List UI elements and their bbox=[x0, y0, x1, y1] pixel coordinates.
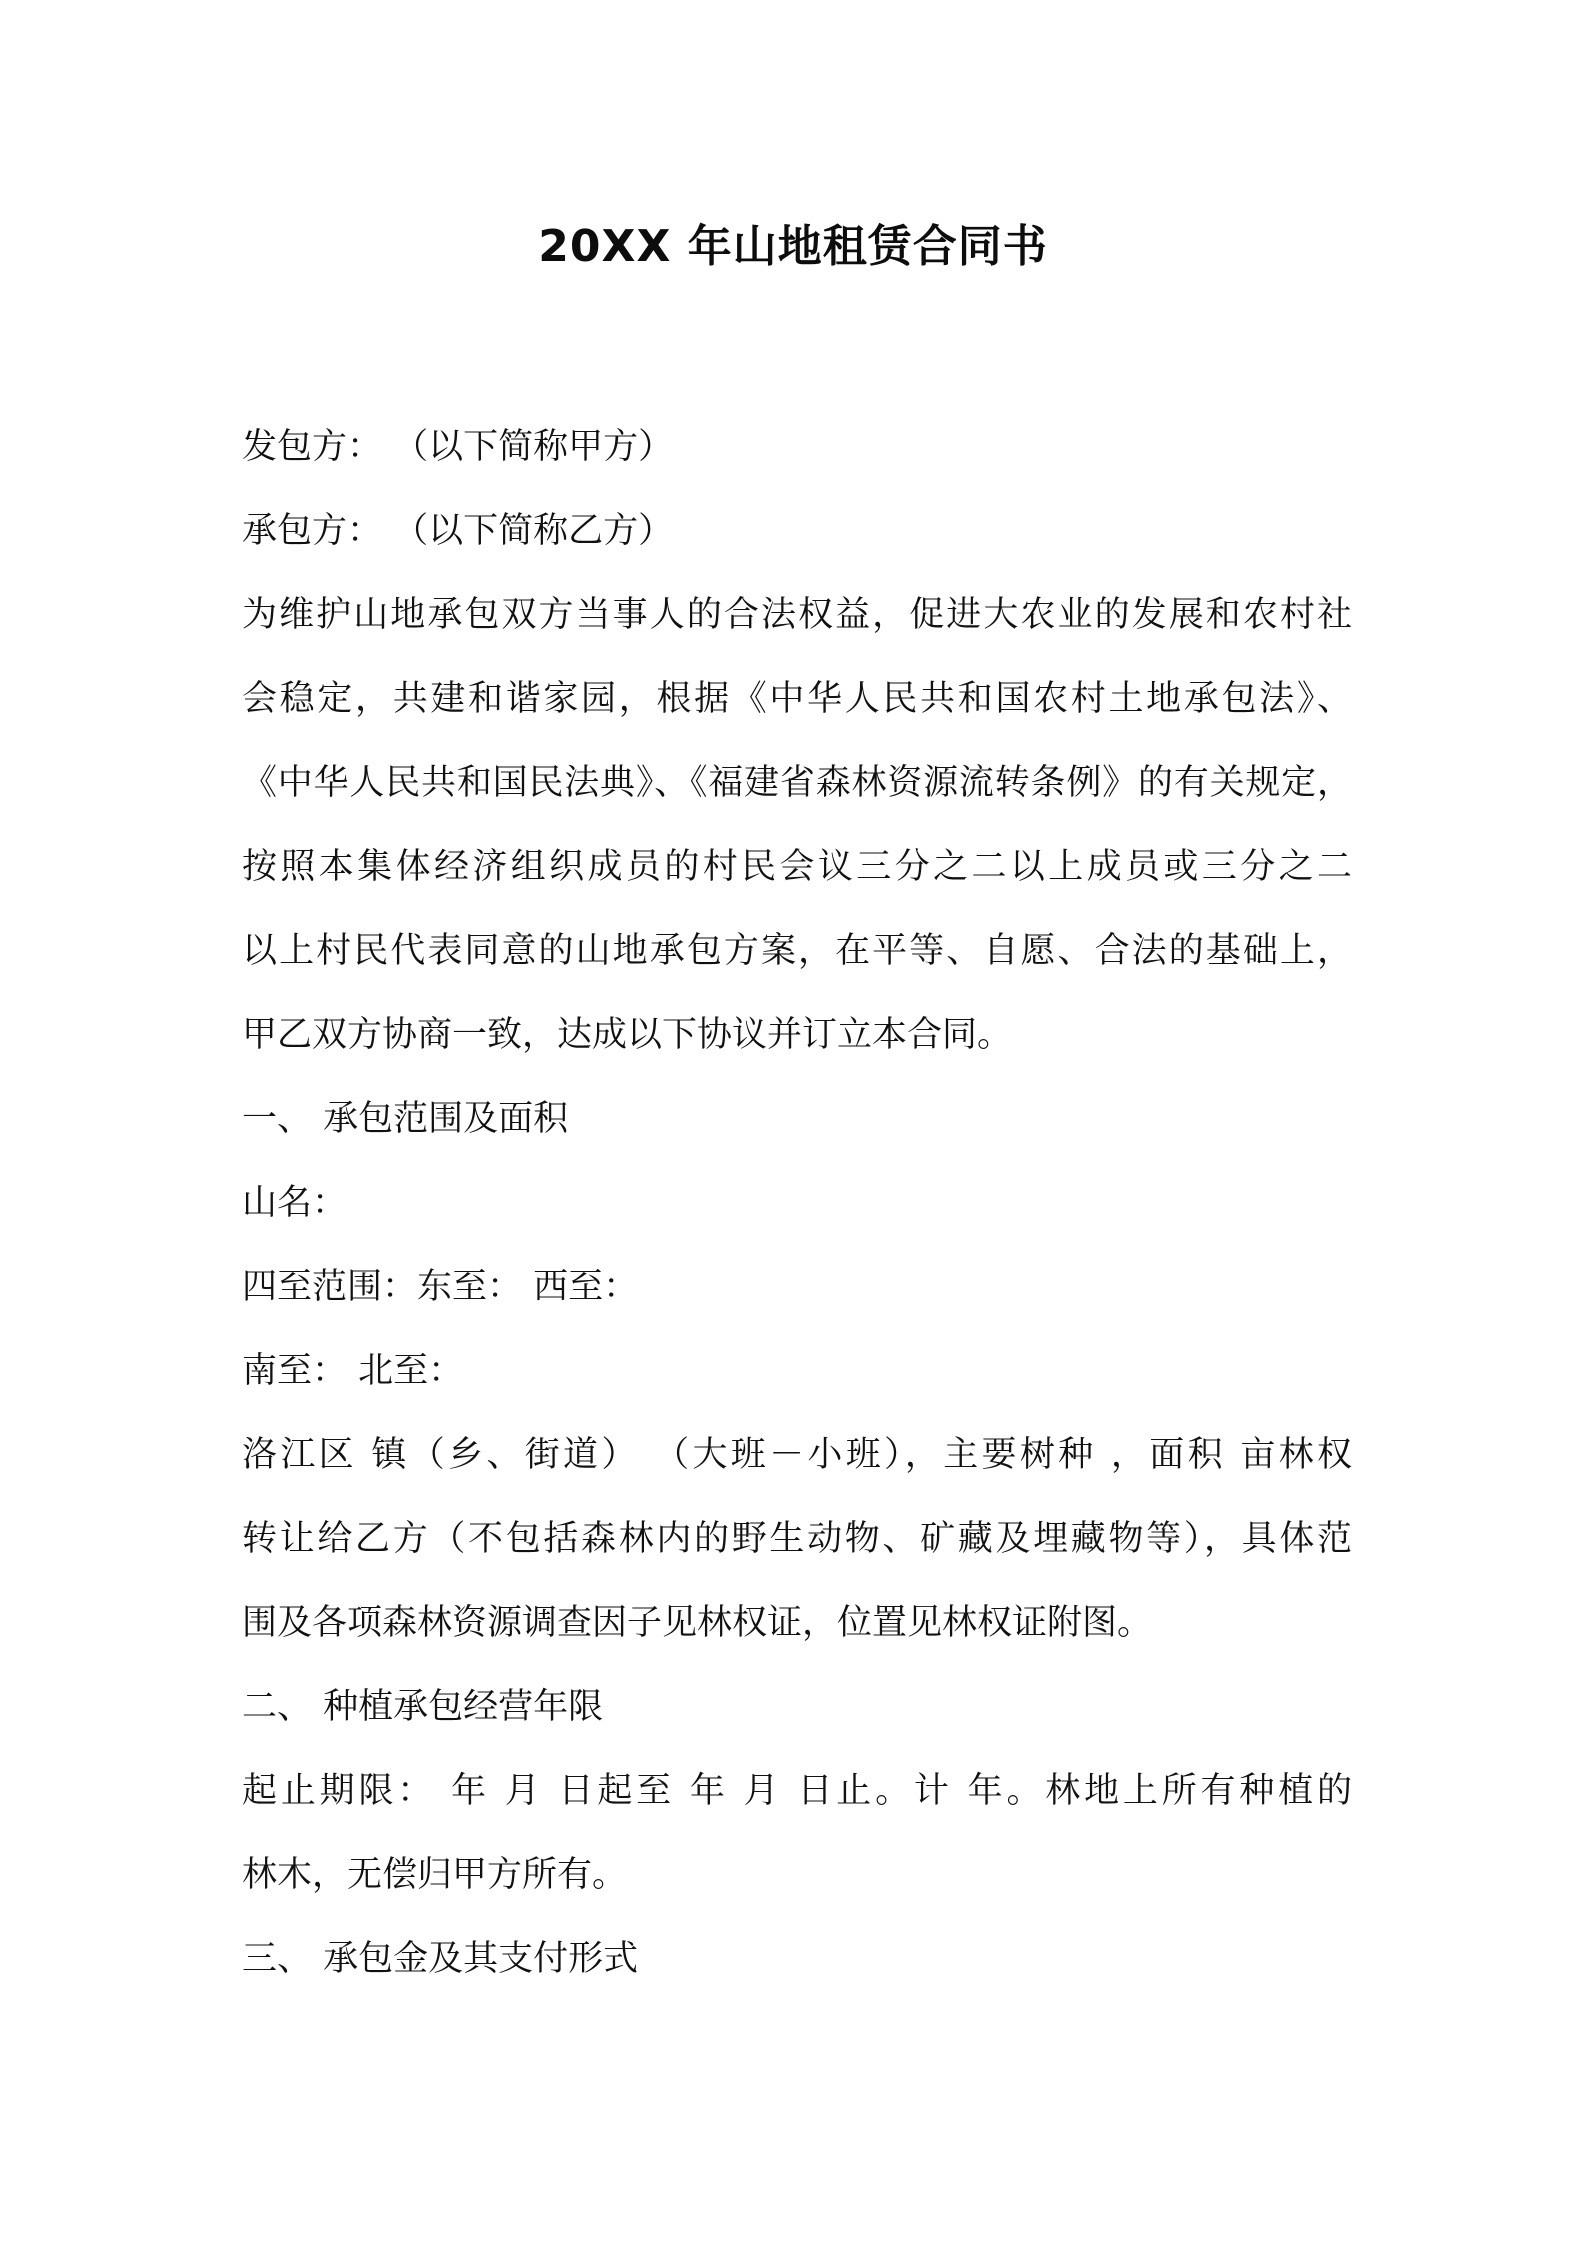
preamble-line-3: 《中华人民共和国民法典》、《福建省森林资源流转条例》的有关规定， bbox=[242, 763, 1352, 803]
preamble-line-4: 按照本集体经济组织成员的村民会议三分之二以上成员或三分之二 bbox=[242, 847, 1352, 887]
party-a-line: 发包方： （以下简称甲方） bbox=[242, 427, 674, 467]
document-title: 20XX 年山地租赁合同书 bbox=[538, 221, 1048, 272]
location-line-1: 洛江区 镇（乡、街道） （大班－小班），主要树种 ，面积 亩林权 bbox=[242, 1435, 1352, 1475]
location-line-2: 转让给乙方（不包括森林内的野生动物、矿藏及埋藏物等），具体范 bbox=[242, 1519, 1352, 1559]
boundary-line-1: 四至范围：东至： 西至： bbox=[242, 1267, 639, 1307]
preamble-line-2: 会稳定，共建和谐家园，根据《中华人民共和国农村土地承包法》、 bbox=[242, 679, 1352, 719]
section-1-heading: 一、 承包范围及面积 bbox=[242, 1099, 569, 1139]
section-3-heading: 三、 承包金及其支付形式 bbox=[242, 1939, 639, 1979]
preamble-line-6: 甲乙双方协商一致，达成以下协议并订立本合同。 bbox=[242, 1015, 1013, 1055]
term-line-2: 林木，无偿归甲方所有。 bbox=[242, 1855, 628, 1895]
document-body bbox=[242, 405, 1352, 2001]
location-line-3: 围及各项森林资源调查因子见林权证，位置见林权证附图。 bbox=[242, 1603, 1153, 1643]
preamble-line-1: 为维护山地承包双方当事人的合法权益，促进大农业的发展和农村社 bbox=[242, 595, 1352, 635]
boundary-line-2: 南至： 北至： bbox=[242, 1351, 464, 1391]
term-line-1: 起止期限： 年 月 日起至 年 月 日止。计 年。林地上所有种植的 bbox=[242, 1771, 1352, 1811]
party-b-line: 承包方： （以下简称乙方） bbox=[242, 511, 674, 551]
section-2-heading: 二、 种植承包经营年限 bbox=[242, 1687, 604, 1727]
preamble-line-5: 以上村民代表同意的山地承包方案，在平等、自愿、合法的基础上， bbox=[242, 931, 1352, 971]
mountain-name-line: 山名： bbox=[242, 1183, 348, 1223]
